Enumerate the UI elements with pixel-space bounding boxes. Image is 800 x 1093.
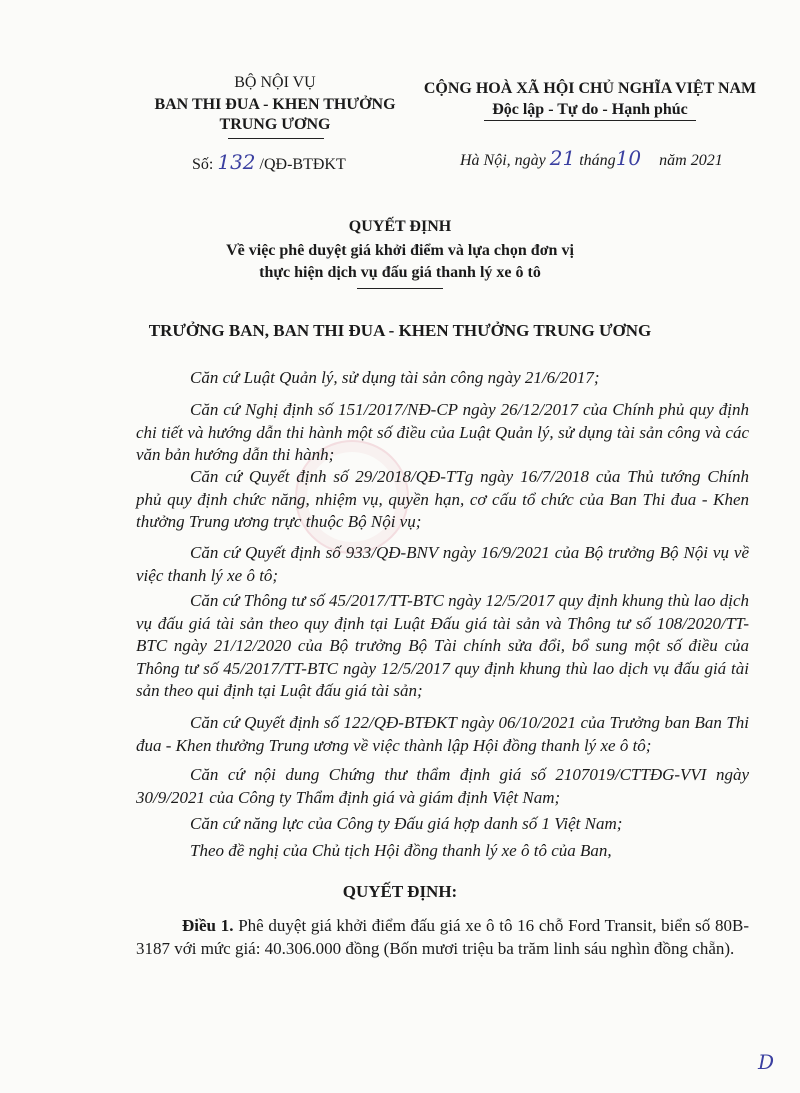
date-day: 21 (549, 146, 576, 170)
ground-4: Căn cứ Quyết định số 933/QĐ-BNV ngày 16/9/2021 của Bộ trưởng Bộ Nội vụ về việc thanh lý xe ô tô; (136, 543, 749, 585)
ground-8: Căn cứ năng lực của Công ty Đấu giá hợp danh số 1 Việt Nam; (190, 814, 623, 833)
ground-5: Căn cứ Thông tư số 45/2017/TT-BTC ngày 12/5/2017 quy định khung thù lao dịch vụ đấu giá tài sản theo quy định tại Luật Đấu giá tài sản và Thông tư số 108/2020/TT-BTC ngày 21/12/2020 của Bộ trưởng Bộ Tài chính sửa đổi, bổ sung một số điều của Thông tư số 45/2017/TT-BTC ngày 12/5/2017 quy định khung thù lao dịch vụ đấu giá tài sản theo qui định tại Luật đấu giá tài sản; (136, 591, 749, 700)
national-motto: Độc lập - Tự do - Hạnh phúc (492, 101, 688, 118)
date-year: năm 2021 (659, 152, 723, 169)
number-suffix: /QĐ-BTĐKT (259, 156, 346, 173)
ground-1: Căn cứ Luật Quản lý, sử dụng tài sản công ngày 21/6/2017; (190, 368, 600, 387)
page-mark: D (758, 1050, 775, 1074)
date-prefix: Hà Nội, ngày (460, 152, 546, 169)
organization-line-2: TRUNG ƯƠNG (219, 116, 331, 133)
ground-7: Căn cứ nội dung Chứng thư thẩm định giá số 2107019/CTTĐG-VVI ngày 30/9/2021 của Công ty Thẩm định giá và giám định Việt Nam; (136, 765, 749, 807)
left-header-rule (228, 138, 324, 139)
ground-3: Căn cứ Quyết định số 29/2018/QĐ-TTg ngày 16/7/2018 của Thủ tướng Chính phủ quy định chức năng, nhiệm vụ, quyền hạn, cơ cấu tổ chức của Ban Thi đua - Khen thưởng Trung ương trực thuộc Bộ Nội vụ; (136, 467, 749, 531)
subject-line-1: Về việc phê duyệt giá khởi điểm và lựa chọn đơn vị (226, 242, 574, 259)
issuing-authority: TRƯỞNG BAN, BAN THI ĐUA - KHEN THƯỞNG TRUNG ƯƠNG (148, 321, 652, 340)
decision-heading: QUYẾT ĐỊNH: (342, 882, 458, 901)
ground-2: Căn cứ Nghị định số 151/2017/NĐ-CP ngày 26/12/2017 của Chính phủ quy định chi tiết và hướng dẫn thi hành một số điều của Luật Quản lý, sử dụng tài sản công và các văn bản hướng dẫn thi hành; (136, 400, 749, 464)
date-month-label: tháng (579, 152, 616, 169)
article-1-label: Điều 1. (182, 916, 234, 935)
organization-line-1: BAN THI ĐUA - KHEN THƯỞNG (154, 96, 396, 113)
ground-6: Căn cứ Quyết định số 122/QĐ-BTĐKT ngày 06/10/2021 của Trưởng ban Ban Thi đua - Khen thưởng Trung ương về việc thành lập Hội đồng thanh lý xe ô tô; (136, 713, 749, 755)
issue-date (460, 146, 723, 170)
document-number (192, 150, 346, 174)
article-1 (136, 915, 749, 960)
date-month: 10 (615, 146, 642, 170)
article-1-text: Phê duyệt giá khởi điểm đấu giá xe ô tô 16 chỗ Ford Transit, biển số 80B-3187 với mức giá: 40.306.000 đồng (Bốn mươi triệu ba trăm linh sáu nghìn đồng chẵn). (136, 916, 749, 958)
ground-9: Theo đề nghị của Chủ tịch Hội đồng thanh lý xe ô tô của Ban, (190, 841, 612, 860)
motto-underline (484, 120, 696, 121)
number-handwritten: 132 (217, 150, 256, 174)
number-prefix: Số: (192, 156, 214, 173)
decision-title: QUYẾT ĐỊNH (348, 218, 452, 235)
title-rule (357, 288, 443, 289)
country-name: CỘNG HOÀ XÃ HỘI CHỦ NGHĨA VIỆT NAM (423, 80, 757, 97)
subject-line-2: thực hiện dịch vụ đấu giá thanh lý xe ô tô (259, 264, 541, 281)
ministry-name: BỘ NỘI VỤ (234, 74, 316, 91)
